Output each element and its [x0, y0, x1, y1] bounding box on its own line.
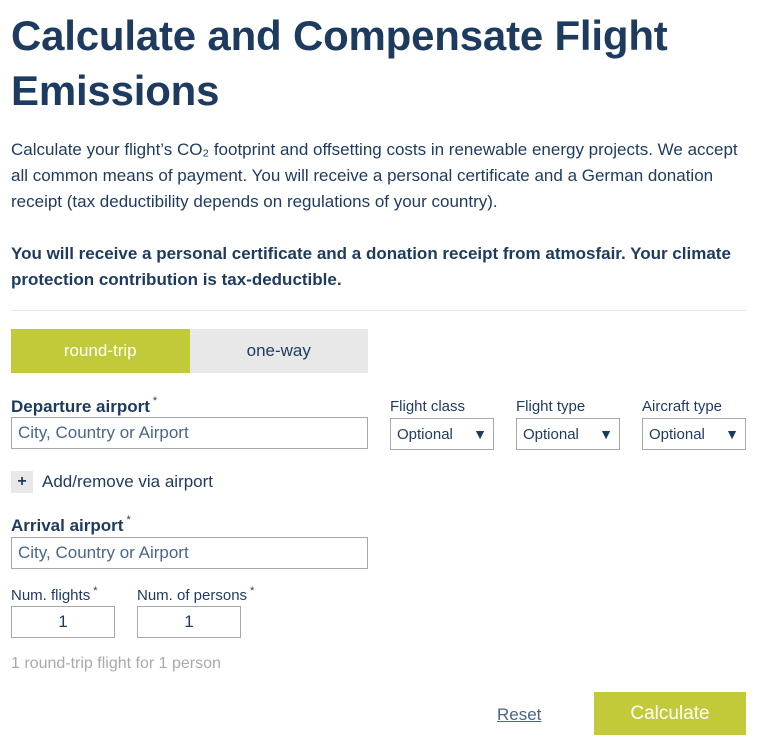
- required-mark: *: [93, 585, 98, 597]
- flight-type-value: Optional: [523, 425, 579, 443]
- departure-label-text: Departure airport: [11, 397, 150, 416]
- required-mark: *: [126, 514, 131, 526]
- tab-one-way[interactable]: one-way: [190, 329, 369, 373]
- aircraft-type-select[interactable]: [642, 418, 746, 450]
- required-mark: *: [152, 395, 158, 407]
- intro-text: Calculate your flight’s CO₂ footprint and offsetting costs in renewable energy projects. We accept all common means of payment. You will receive a personal certificate and a German donation receipt (tax deductibility depends on regulations of your country).: [11, 140, 738, 211]
- num-flights-label: [11, 587, 97, 604]
- trip-summary: 1 round-trip flight for 1 person: [11, 655, 221, 672]
- flight-class-label: Flight class: [390, 398, 466, 415]
- via-airport-label: Add/remove via airport: [42, 472, 214, 491]
- departure-airport-input[interactable]: [11, 417, 368, 449]
- reset-link[interactable]: Reset: [497, 705, 542, 724]
- arrival-airport-input[interactable]: [11, 537, 368, 569]
- num-persons-label: [137, 587, 254, 604]
- divider: [11, 310, 746, 311]
- trip-type-tabs: [11, 329, 368, 373]
- page-title: Calculate and Compensate Flight Emissions: [11, 12, 668, 114]
- caret-down-icon: ▼: [725, 426, 739, 442]
- num-persons-input[interactable]: [137, 606, 241, 638]
- flight-class-value: Optional: [397, 425, 453, 443]
- flight-type-label: Flight type: [516, 398, 586, 415]
- num-persons-label-text: Num. of persons: [137, 587, 248, 604]
- arrival-label-text: Arrival airport: [11, 516, 124, 535]
- certificate-note: You will receive a personal certificate and a donation receipt from atmosfair. Your climate protection contribution is tax-deductible.: [11, 244, 731, 289]
- aircraft-type-value: Optional: [649, 425, 705, 443]
- plus-icon[interactable]: +: [11, 471, 33, 493]
- num-flights-label-text: Num. flights: [11, 587, 91, 604]
- tab-round-trip[interactable]: round-trip: [11, 329, 190, 373]
- caret-down-icon: ▼: [599, 426, 613, 442]
- flight-type-select[interactable]: [516, 418, 620, 450]
- required-mark: *: [250, 585, 255, 597]
- add-via-airport-toggle[interactable]: [11, 471, 213, 493]
- flight-class-select[interactable]: [390, 418, 494, 450]
- num-flights-input[interactable]: [11, 606, 115, 638]
- calculate-button[interactable]: Calculate: [594, 692, 746, 735]
- caret-down-icon: ▼: [473, 426, 487, 442]
- departure-label: [11, 397, 157, 417]
- arrival-label: [11, 516, 131, 536]
- aircraft-type-label: Aircraft type: [642, 398, 723, 415]
